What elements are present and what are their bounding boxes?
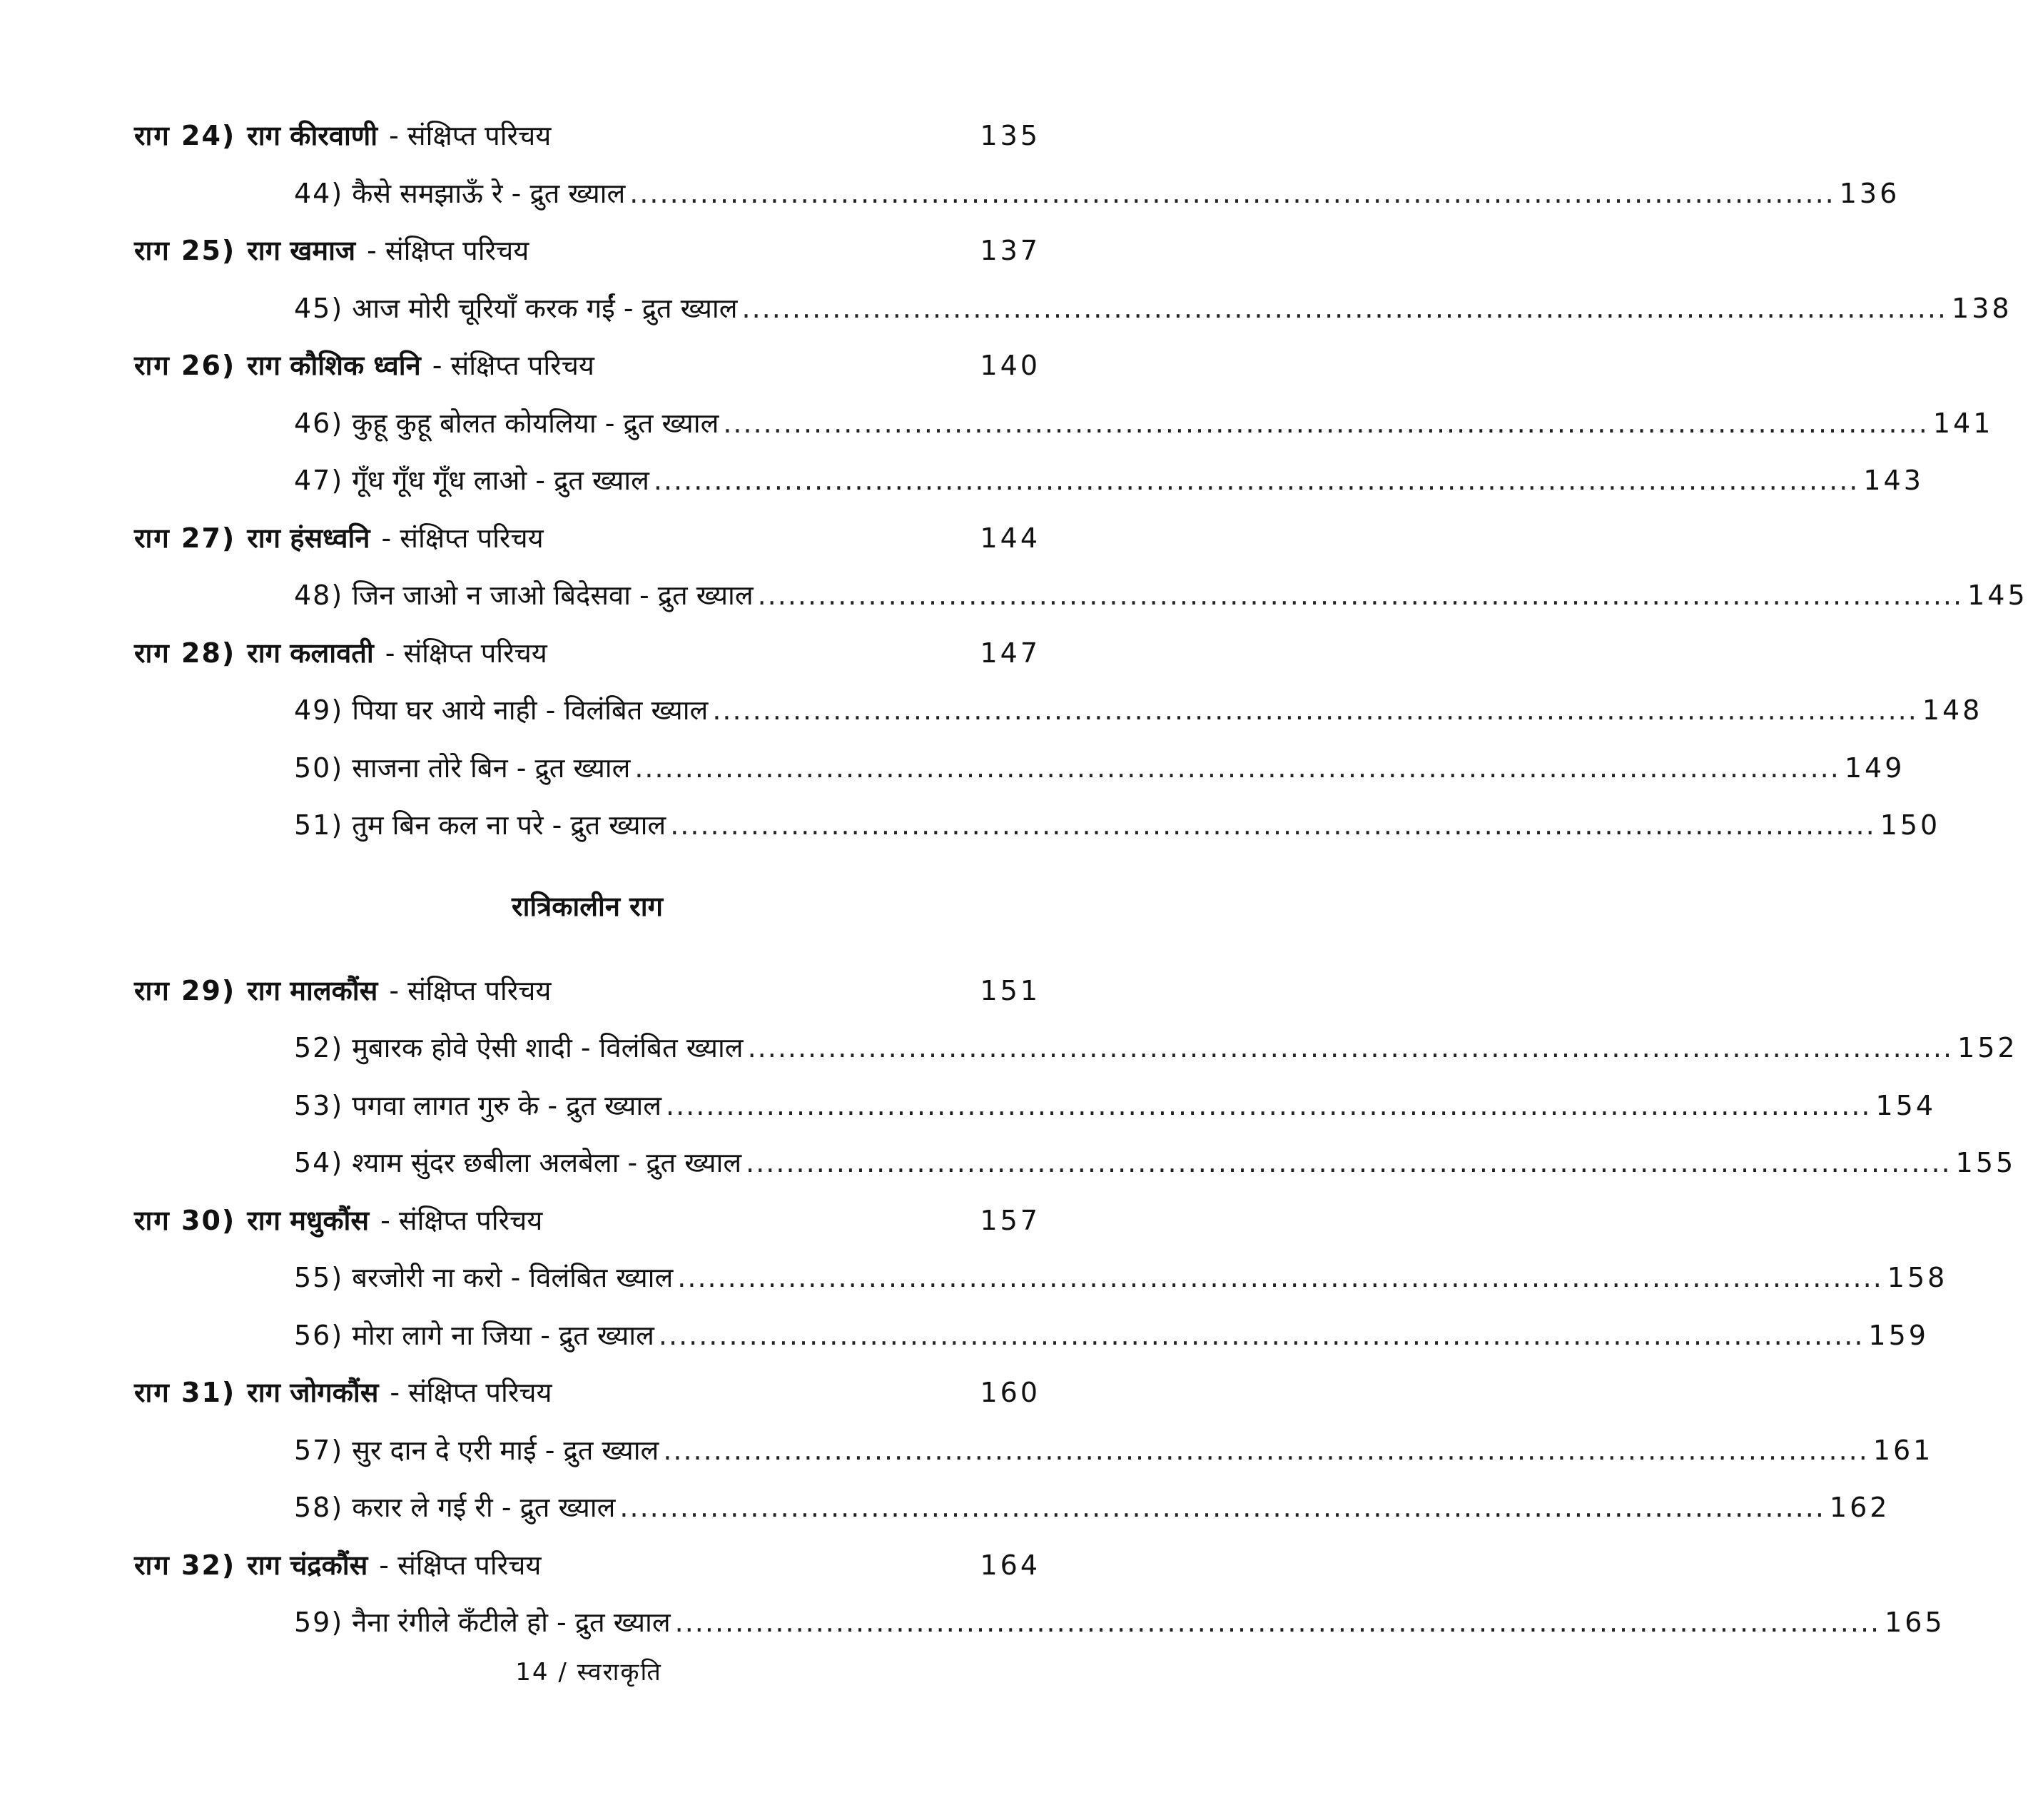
raga-description: - संक्षिप्त परिचय xyxy=(389,974,552,1006)
page-number: 159 xyxy=(1868,1319,1929,1351)
dot-leader: ........................................................................................................................ xyxy=(741,292,1948,324)
song-title: आज मोरी चूरियाँ करक गईं - द्रुत ख्याल xyxy=(352,292,738,324)
page-number: 145 xyxy=(1967,580,2028,612)
page-number: 155 xyxy=(1955,1147,2017,1179)
song-number: 59) xyxy=(294,1607,344,1639)
page-number: 161 xyxy=(1872,1434,1934,1466)
song-title: मोरा लागे ना जिया - द्रुत ख्याल xyxy=(352,1319,654,1351)
page-number: 152 xyxy=(1957,1032,2018,1064)
song-entry xyxy=(134,1019,2018,1077)
song-number: 47) xyxy=(294,465,344,497)
toc-list-evening xyxy=(134,107,2028,854)
section-heading: रात्रिकालीन राग xyxy=(512,891,663,922)
song-number: 46) xyxy=(294,407,344,439)
song-entry xyxy=(134,280,2012,338)
song-number: 51) xyxy=(294,809,344,841)
song-entry xyxy=(134,452,1924,510)
page-number: 147 xyxy=(980,637,1040,669)
dot-leader: ........................................................................................................................ xyxy=(666,1089,1872,1121)
raga-entry xyxy=(134,510,1040,567)
page-number: 150 xyxy=(1880,809,1941,841)
song-number: 55) xyxy=(294,1262,344,1294)
song-entry xyxy=(134,1307,1929,1365)
song-entry xyxy=(134,165,1900,223)
song-number: 50) xyxy=(294,752,344,784)
raga-number: राग 31) xyxy=(134,1377,236,1409)
song-title: जिन जाओ न जाओ बिदेसवा - द्रुत ख्याल xyxy=(352,580,754,612)
raga-number: राग 26) xyxy=(134,350,236,382)
raga-number: राग 28) xyxy=(134,637,236,669)
song-number: 49) xyxy=(294,694,344,727)
song-title: बरजोरी ना करो - विलंबित ख्याल xyxy=(352,1262,674,1294)
song-number: 58) xyxy=(294,1492,344,1524)
song-title: श्याम सुंदर छबीला अलबेला - द्रुत ख्याल xyxy=(352,1147,742,1179)
song-title: सुर दान दे एरी माई - द्रुत ख्याल xyxy=(352,1434,659,1466)
raga-description: - संक्षिप्त परिचय xyxy=(380,1204,543,1236)
song-entry xyxy=(134,797,1941,854)
song-entry xyxy=(134,1077,1937,1135)
dot-leader: ........................................................................................................................ xyxy=(619,1492,1825,1524)
song-entry xyxy=(134,567,2028,625)
song-number: 56) xyxy=(294,1319,344,1351)
raga-entry xyxy=(134,337,1040,395)
page-number: 162 xyxy=(1829,1492,1890,1524)
song-number: 54) xyxy=(294,1147,344,1179)
raga-name: राग चंद्रकौंस xyxy=(247,1549,368,1581)
dot-leader: ........................................................................................................................ xyxy=(663,1434,1869,1466)
raga-name: राग कीरवाणी xyxy=(247,120,378,152)
song-title: मुबारक होवे ऐसी शादी - विलंबित ख्याल xyxy=(352,1032,744,1064)
dot-leader: ........................................................................................................................ xyxy=(670,809,1876,841)
song-number: 48) xyxy=(294,580,344,612)
song-number: 57) xyxy=(294,1434,344,1466)
song-entry xyxy=(134,1422,1934,1480)
raga-name: राग खमाज xyxy=(247,235,356,267)
dot-leader: ........................................................................................................................ xyxy=(674,1607,1881,1639)
raga-number: राग 32) xyxy=(134,1549,236,1581)
page-number: 148 xyxy=(1922,694,1983,727)
dot-leader: ........................................................................................................................ xyxy=(629,177,1835,209)
page-number: 157 xyxy=(980,1204,1040,1236)
page-number: 158 xyxy=(1887,1262,1948,1294)
song-number: 44) xyxy=(294,177,344,209)
song-title: तुम बिन कल ना परे - द्रुत ख्याल xyxy=(352,809,666,841)
raga-name: राग जोगकौंस xyxy=(247,1377,379,1409)
song-title: करार ले गई री - द्रुत ख्याल xyxy=(352,1492,616,1524)
song-title: गूँध गूँध गूँध लाओ - द्रुत ख्याल xyxy=(352,465,649,497)
raga-name: राग कलावती xyxy=(247,637,374,669)
song-entry xyxy=(134,1594,1945,1652)
raga-name: राग मधुकौंस xyxy=(247,1204,370,1236)
raga-description: - संक्षिप्त परिचय xyxy=(379,1549,542,1581)
raga-entry xyxy=(134,1192,1040,1250)
dot-leader: ........................................................................................................................ xyxy=(712,694,1918,727)
page-number: 151 xyxy=(980,974,1040,1006)
dot-leader: ........................................................................................................................ xyxy=(746,1147,1952,1179)
raga-entry xyxy=(134,625,1040,682)
raga-entry xyxy=(134,962,1040,1020)
raga-number: राग 24) xyxy=(134,120,236,152)
dot-leader: ........................................................................................................................ xyxy=(658,1319,1865,1351)
dot-leader: ........................................................................................................................ xyxy=(677,1262,1883,1294)
song-title: साजना तोरे बिन - द्रुत ख्याल xyxy=(352,752,631,784)
raga-entry xyxy=(134,1537,1040,1594)
song-entry xyxy=(134,395,1994,453)
page-number: 144 xyxy=(980,522,1040,554)
song-entry xyxy=(134,682,1983,739)
page-number: 136 xyxy=(1839,177,1900,209)
song-title: नैना रंगीले कँटीले हो - द्रुत ख्याल xyxy=(352,1607,671,1639)
page-number: 165 xyxy=(1885,1607,1945,1639)
raga-number: राग 30) xyxy=(134,1204,236,1236)
song-title: कुहू कुहू बोलत कोयलिया - द्रुत ख्याल xyxy=(352,407,719,439)
dot-leader: ........................................................................................................................ xyxy=(653,465,1860,497)
song-title: कैसे समझाऊँ रे - द्रुत ख्याल xyxy=(352,177,626,209)
song-entry xyxy=(134,739,1905,797)
raga-description: - संक्षिप्त परिचय xyxy=(390,1377,552,1409)
song-entry xyxy=(134,1134,2017,1192)
dot-leader: ........................................................................................................................ xyxy=(723,407,1929,439)
dot-leader: ........................................................................................................................ xyxy=(757,580,1964,612)
song-title: पिया घर आये नाही - विलंबित ख्याल xyxy=(352,694,709,727)
dot-leader: ........................................................................................................................ xyxy=(747,1032,1954,1064)
page-number: 143 xyxy=(1863,465,1924,497)
raga-number: राग 29) xyxy=(134,974,236,1006)
page-number: 154 xyxy=(1875,1089,1937,1121)
raga-entry xyxy=(134,107,1040,165)
page-number: 149 xyxy=(1844,752,1905,784)
page-footer: 14 / स्वराकृति xyxy=(515,1658,662,1687)
song-title: पगवा लागत गुरु के - द्रुत ख्याल xyxy=(352,1089,661,1121)
raga-number: राग 25) xyxy=(134,235,236,267)
raga-description: - संक्षिप्त परिचय xyxy=(367,235,529,267)
raga-description: - संक्षिप्त परिचय xyxy=(389,120,552,152)
raga-description: - संक्षिप्त परिचय xyxy=(385,637,547,669)
page-number: 138 xyxy=(1952,292,2012,324)
raga-description: - संक्षिप्त परिचय xyxy=(432,350,594,382)
raga-name: राग हंसध्वनि xyxy=(247,522,370,554)
page-number: 160 xyxy=(980,1377,1040,1409)
raga-name: राग कौशिक ध्वनि xyxy=(247,350,421,382)
page-number: 135 xyxy=(980,120,1040,152)
table-of-contents xyxy=(134,107,2028,1652)
page-number: 141 xyxy=(1932,407,1994,439)
page-number: 137 xyxy=(980,235,1040,267)
page-number: 140 xyxy=(980,350,1040,382)
raga-description: - संक्षिप्त परिचय xyxy=(381,522,544,554)
song-entry xyxy=(134,1249,1948,1307)
raga-entry xyxy=(134,1364,1040,1422)
raga-name: राग मालकौंस xyxy=(247,974,378,1006)
song-entry xyxy=(134,1479,1890,1537)
song-number: 45) xyxy=(294,292,344,324)
dot-leader: ........................................................................................................................ xyxy=(634,752,1840,784)
song-number: 53) xyxy=(294,1089,344,1121)
song-number: 52) xyxy=(294,1032,344,1064)
toc-list-night xyxy=(134,962,2018,1652)
page-number: 164 xyxy=(980,1549,1040,1581)
raga-number: राग 27) xyxy=(134,522,236,554)
raga-entry xyxy=(134,222,1040,280)
